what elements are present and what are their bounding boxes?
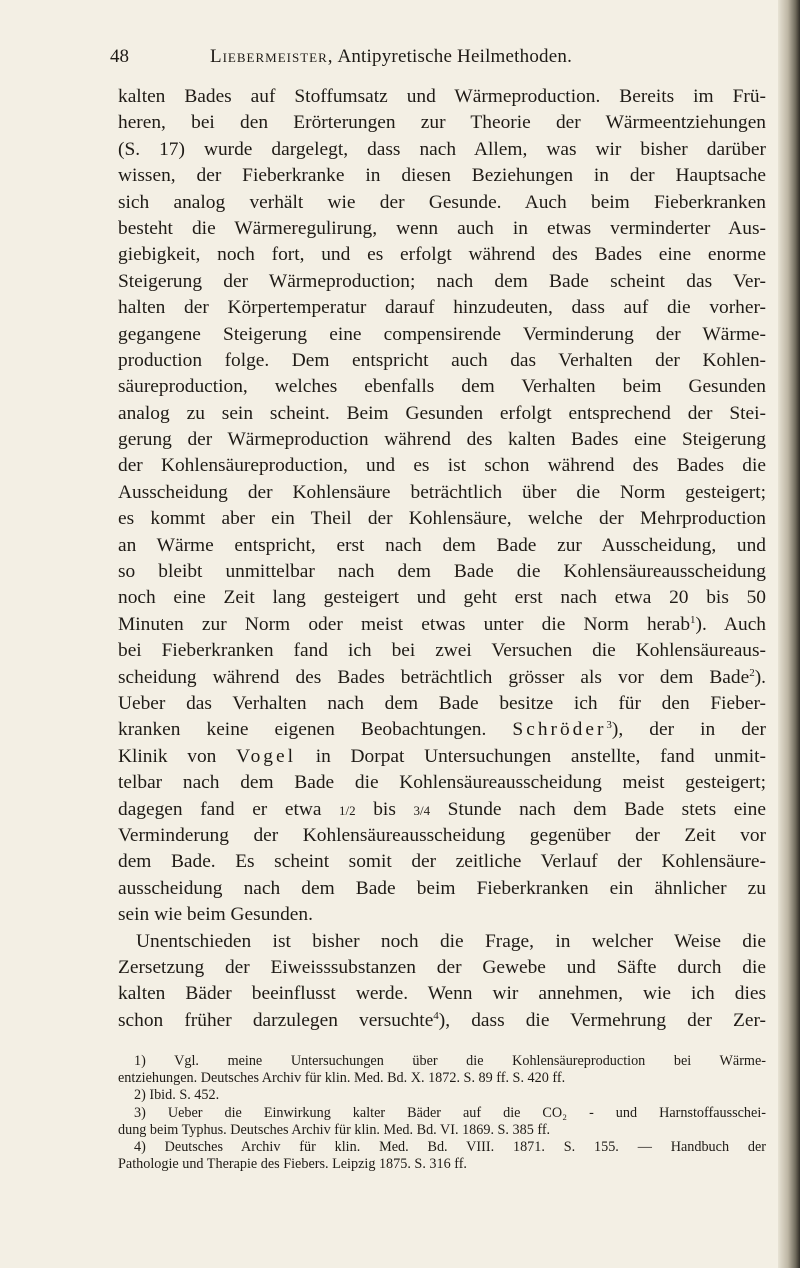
text-line: telbar nach dem Bade die Kohlensäureausscheidung meist gesteigert; [118, 772, 766, 794]
line-segment: ). Auch [695, 613, 766, 635]
text-line: der Kohlensäureproduction, und es ist schon während des Bades die [118, 455, 766, 477]
line-segment: , der in der [618, 719, 766, 741]
text-line: so bleibt unmittelbar nach dem Bade die Kohlensäureausscheidung [118, 561, 766, 583]
body-text [118, 84, 766, 1034]
text-line: heren, bei den Erörterungen zur Theorie der Wärmeentziehungen [118, 112, 766, 134]
page-edge [778, 0, 800, 1268]
line-segment: ) [611, 719, 619, 741]
line-segment: kranken keine eigenen Beobachtungen. [118, 719, 487, 741]
line-segment: Klinik von [118, 745, 217, 767]
author-name: Liebermeister, [210, 46, 334, 67]
text-line: sein wie beim Gesunden. [118, 904, 313, 926]
text-line: analog zu sein scheint. Beim Gesunden erfolgt entsprechend der Stei- [118, 402, 766, 424]
text-line: säureproduction, welches ebenfalls dem Verhalten beim Gesunden [118, 376, 766, 398]
text-line: halten der Körpertemperatur darauf hinzudeuten, dass auf die vorher- [118, 297, 766, 319]
text-line: sich analog verhält wie der Gesunde. Auch beim Fieberkranken [118, 191, 766, 213]
text-line: ausscheidung nach dem Bade beim Fieberkranken ein ähnlicher zu [118, 877, 766, 899]
line-segment: dagegen fand er etwa [118, 798, 322, 820]
book-title: Antipyretische Heilmethoden. [337, 46, 573, 67]
text-line: dem Bade. Es scheint somit der zeitliche Verlauf der Kohlensäure- [118, 851, 766, 873]
text-line: gerung der Wärmeproduction während des kalten Bades eine Steigerung [118, 429, 766, 451]
line-segment: in Dorpat Untersuchungen anstellte, fand unmit- [315, 745, 766, 767]
line-segment: ). [754, 666, 766, 688]
line-segment: Stunde nach dem Bade stets eine [447, 798, 766, 820]
page-number: 48 [110, 46, 129, 67]
footnote-4: 4) Deutsches Archiv für klin. Med. Bd. VIII. 1871. S. 155. — Handbuch der [134, 1138, 766, 1155]
footnote-line: dung beim Typhus. Deutsches Archiv für klin. Med. Bd. VI. 1869. S. 385 ff. [118, 1121, 551, 1138]
text-line: noch eine Zeit lang gesteigert und geht erst nach etwa 20 bis 50 [118, 587, 766, 609]
footnotes [118, 1053, 766, 1173]
footnote-line: Pathologie und Therapie des Fiebers. Leipzig 1875. S. 316 ff. [118, 1156, 467, 1173]
text-line: bei Fieberkranken fand ich bei zwei Versuchen die Kohlensäureaus- [118, 640, 766, 662]
fraction: 1/2 [339, 802, 356, 818]
text-line [118, 744, 766, 770]
fraction: 3/4 [413, 802, 431, 818]
text-line: Verminderung der Kohlensäureausscheidung gegenüber der Zeit vor [118, 824, 766, 846]
line-segment: schon früher darzulegen versuchte [118, 1009, 434, 1031]
text-line: wissen, der Fieberkranke in diesen Beziehungen in der Hauptsache [118, 165, 766, 187]
running-header [110, 46, 770, 76]
text-line: besteht die Wärmeregulirung, wenn auch in etwas verminderter Aus- [118, 217, 766, 239]
text-line: an Wärme entspricht, erst nach dem Bade zur Ausscheidung, und [118, 534, 766, 556]
line-segment: , dass die Vermehrung der Zer- [445, 1009, 766, 1031]
footnote-ref-2: 2 [749, 666, 755, 679]
text-line: es kommt aber ein Theil der Kohlensäure, welche der Mehrproduction [118, 508, 766, 530]
person-name: Schröder [512, 719, 607, 741]
running-title [210, 46, 572, 68]
footnote-2: 2) Ibid. S. 452. [134, 1087, 220, 1104]
footnote-3: 3) Ueber die Einwirkung kalter Bäder auf die CO₂ - und Harnstoffausschei- [134, 1104, 766, 1121]
text-line: Ueber das Verhalten nach dem Bade besitze ich für den Fieber- [118, 692, 766, 714]
text-line [118, 665, 766, 691]
footnote-ref-3: 3 [606, 719, 612, 732]
person-name: Vogel [236, 745, 296, 767]
line-segment: Minuten zur Norm oder meist etwas unter die Norm herab [118, 613, 691, 635]
text-line: Unentschieden ist bisher noch die Frage, in welcher Weise die [136, 930, 766, 952]
footnote-ref-4: 4 [433, 1009, 439, 1022]
text-line: kalten Bäder beeinflusst werde. Wenn wir annehmen, wie ich dies [118, 983, 766, 1005]
footnote-line: entziehungen. Deutsches Archiv für klin. Med. Bd. X. 1872. S. 89 ff. S. 420 ff. [118, 1070, 566, 1087]
text-line: Steigerung der Wärmeproduction; nach dem Bade scheint das Ver- [118, 270, 766, 292]
line-segment: bis [373, 798, 396, 820]
text-line [118, 1008, 766, 1034]
text-line [118, 797, 766, 823]
footnote-ref-1: 1 [690, 613, 696, 626]
text-line [118, 717, 766, 743]
text-line: Ausscheidung der Kohlensäure beträchtlich über die Norm gesteigert; [118, 481, 766, 503]
text-line: (S. 17) wurde dargelegt, dass nach Allem, was wir bisher darüber [118, 138, 766, 160]
text-line: production folge. Dem entspricht auch das Verhalten der Kohlen- [118, 349, 766, 371]
line-segment: scheidung während des Bades beträchtlich grösser als vor dem Bade [118, 666, 750, 688]
text-line [118, 612, 766, 638]
text-line: giebigkeit, noch fort, und es erfolgt während des Bades eine enorme [118, 244, 766, 266]
text-line: gegangene Steigerung eine compensirende Verminderung der Wärme- [118, 323, 766, 345]
text-line: Zersetzung der Eiweisssubstanzen der Gewebe und Säfte durch die [118, 956, 766, 978]
footnote-1: 1) Vgl. meine Untersuchungen über die Kohlensäureproduction bei Wärme- [134, 1053, 766, 1069]
line-segment: ) [438, 1009, 446, 1031]
text-line: kalten Bades auf Stoffumsatz und Wärmeproduction. Bereits im Frü- [118, 86, 766, 107]
